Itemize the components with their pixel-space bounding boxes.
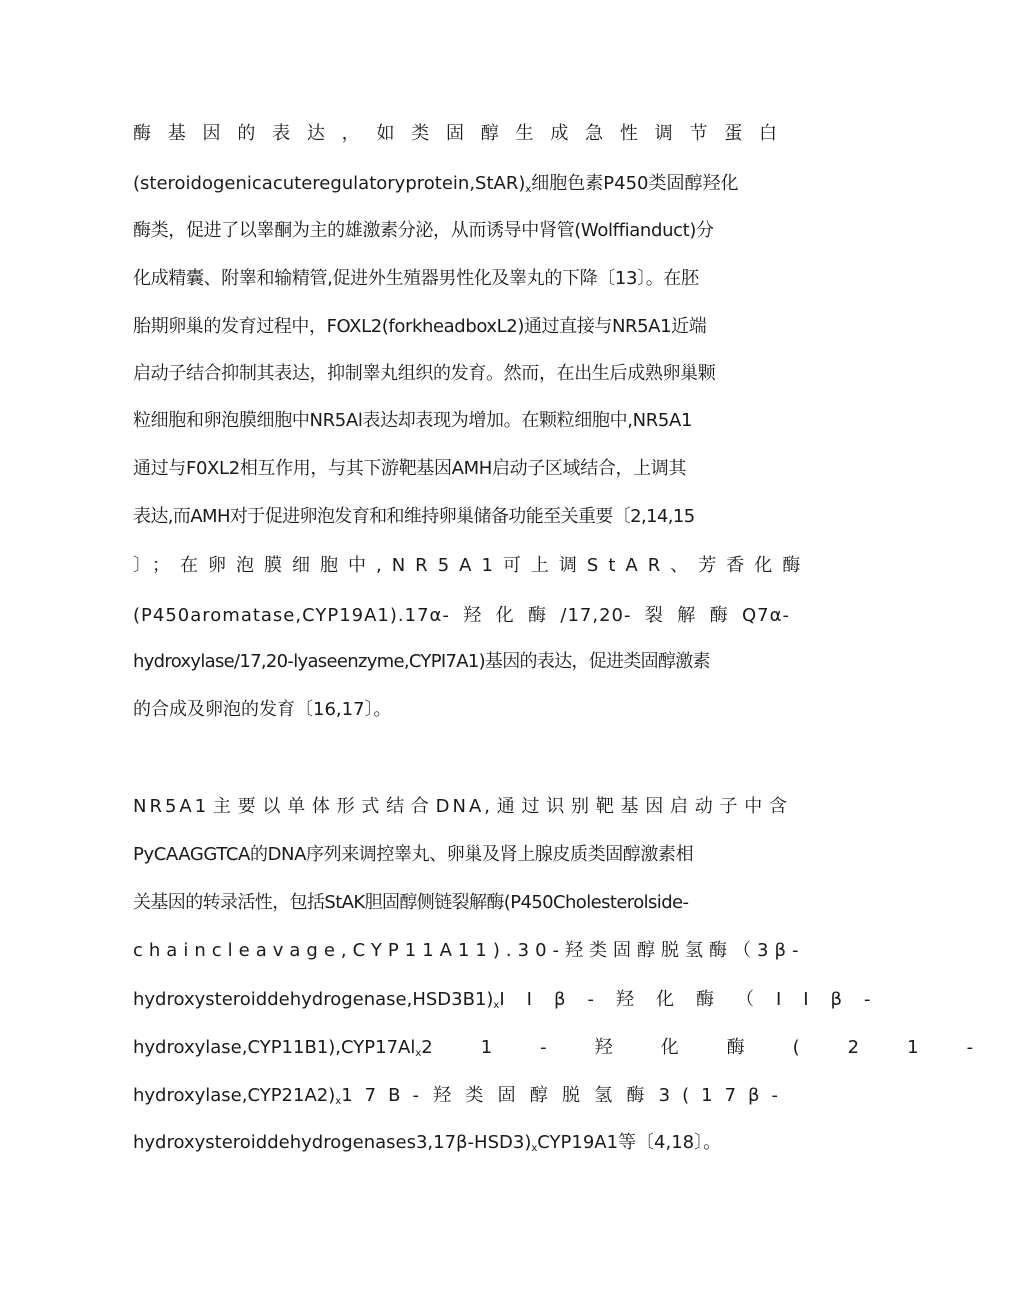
subscript-mark: x xyxy=(531,1143,538,1154)
text-line: 关基因的转录活性，包括StAK胆固醇侧链裂解酶(P450Cholesterolside- xyxy=(133,892,689,913)
text-span: 细胞色素P450类固醇羟化 xyxy=(531,173,739,194)
text-line: 酶类，促进了以睾酮为主的雄激素分泌，从而诱导中肾管(Wolffianduct)分 xyxy=(133,220,714,241)
subscript-mark: x xyxy=(415,1048,422,1059)
text-line xyxy=(133,1081,790,1111)
text-line: 通过与F0XL2相互作用，与其下游靶基因AMH启动子区域结合，上调其 xyxy=(133,458,687,479)
text-line: 胎期卵巢的发育过程中，FOXL2(forkheadboxL2)通过直接与NR5A1近端 xyxy=(133,316,707,337)
text-span: hydroxylase,CYP21A2) xyxy=(133,1085,336,1106)
text-line: hydroxylase/17,20-lyaseenzyme,CYPI7A1)基因的表达，促进类固醇激素 xyxy=(133,651,710,672)
text-line xyxy=(133,1033,1021,1063)
text-line: 化成精囊、附睾和输精管,促进外生殖器男性化及睾丸的下降〔13〕。在胚 xyxy=(133,268,699,289)
text-line: 酶基因的表达，如类固醇生成急性调节蛋白 xyxy=(133,123,790,144)
text-line: 的合成及卵泡的发育〔16,17〕。 xyxy=(133,699,392,720)
text-line: chaincleavage,CYP11A11).30-羟类固醇脱氢酶（3β- xyxy=(133,940,805,961)
text-line: (P450aromatase,CYP19A1).17α-羟化酶/17,20-裂解酶Q7α- xyxy=(133,605,790,626)
subscript-mark: x xyxy=(335,1096,342,1107)
text-line xyxy=(133,1128,790,1158)
text-line: 表达,而AMH对于促进卵泡发育和和维持卵巢储备功能至关重要〔2,14,15 xyxy=(133,506,695,527)
text-span: hydroxylase,CYP11B1),CYP17Al xyxy=(133,1037,416,1058)
text-span: (steroidogenicacuteregulatoryprotein,StAR) xyxy=(133,173,526,194)
text-line: NR5A1主要以单体形式结合DNA,通过识别靶基因启动子中含 xyxy=(133,796,790,817)
text-line: 启动子结合抑制其表达，抑制睾丸组织的发育。然而，在出生后成熟卵巢颗 xyxy=(133,363,716,384)
text-span: hydroxysteroiddehydrogenases3,17β-HSD3) xyxy=(133,1132,532,1153)
text-span: hydroxysteroiddehydrogenase,HSD3B1) xyxy=(133,989,494,1010)
text-line xyxy=(133,985,893,1015)
text-span: CYP19A1等〔4,18〕。 xyxy=(537,1132,722,1153)
text-line xyxy=(133,169,790,199)
text-span: IIβ-羟化酶（IIβ- xyxy=(499,989,893,1010)
text-line: PyCAAGGTCA的DNA序列来调控睾丸、卵巢及肾上腺皮质类固醇激素相 xyxy=(133,844,694,865)
subscript-mark: x xyxy=(525,184,532,195)
text-span: 21-羟化酶(21- xyxy=(421,1037,1021,1058)
text-line: 〕；在卵泡膜细胞中,NR5A1可上调StAR、芳香化酶 xyxy=(133,555,811,576)
subscript-mark: x xyxy=(493,1000,500,1011)
text-span: 17B-羟类固醇脱氢酶3(17β- xyxy=(341,1085,790,1106)
text-line: 粒细胞和卵泡膜细胞中NR5Al表达却表现为增加。在颗粒细胞中,NR5A1 xyxy=(133,410,693,431)
